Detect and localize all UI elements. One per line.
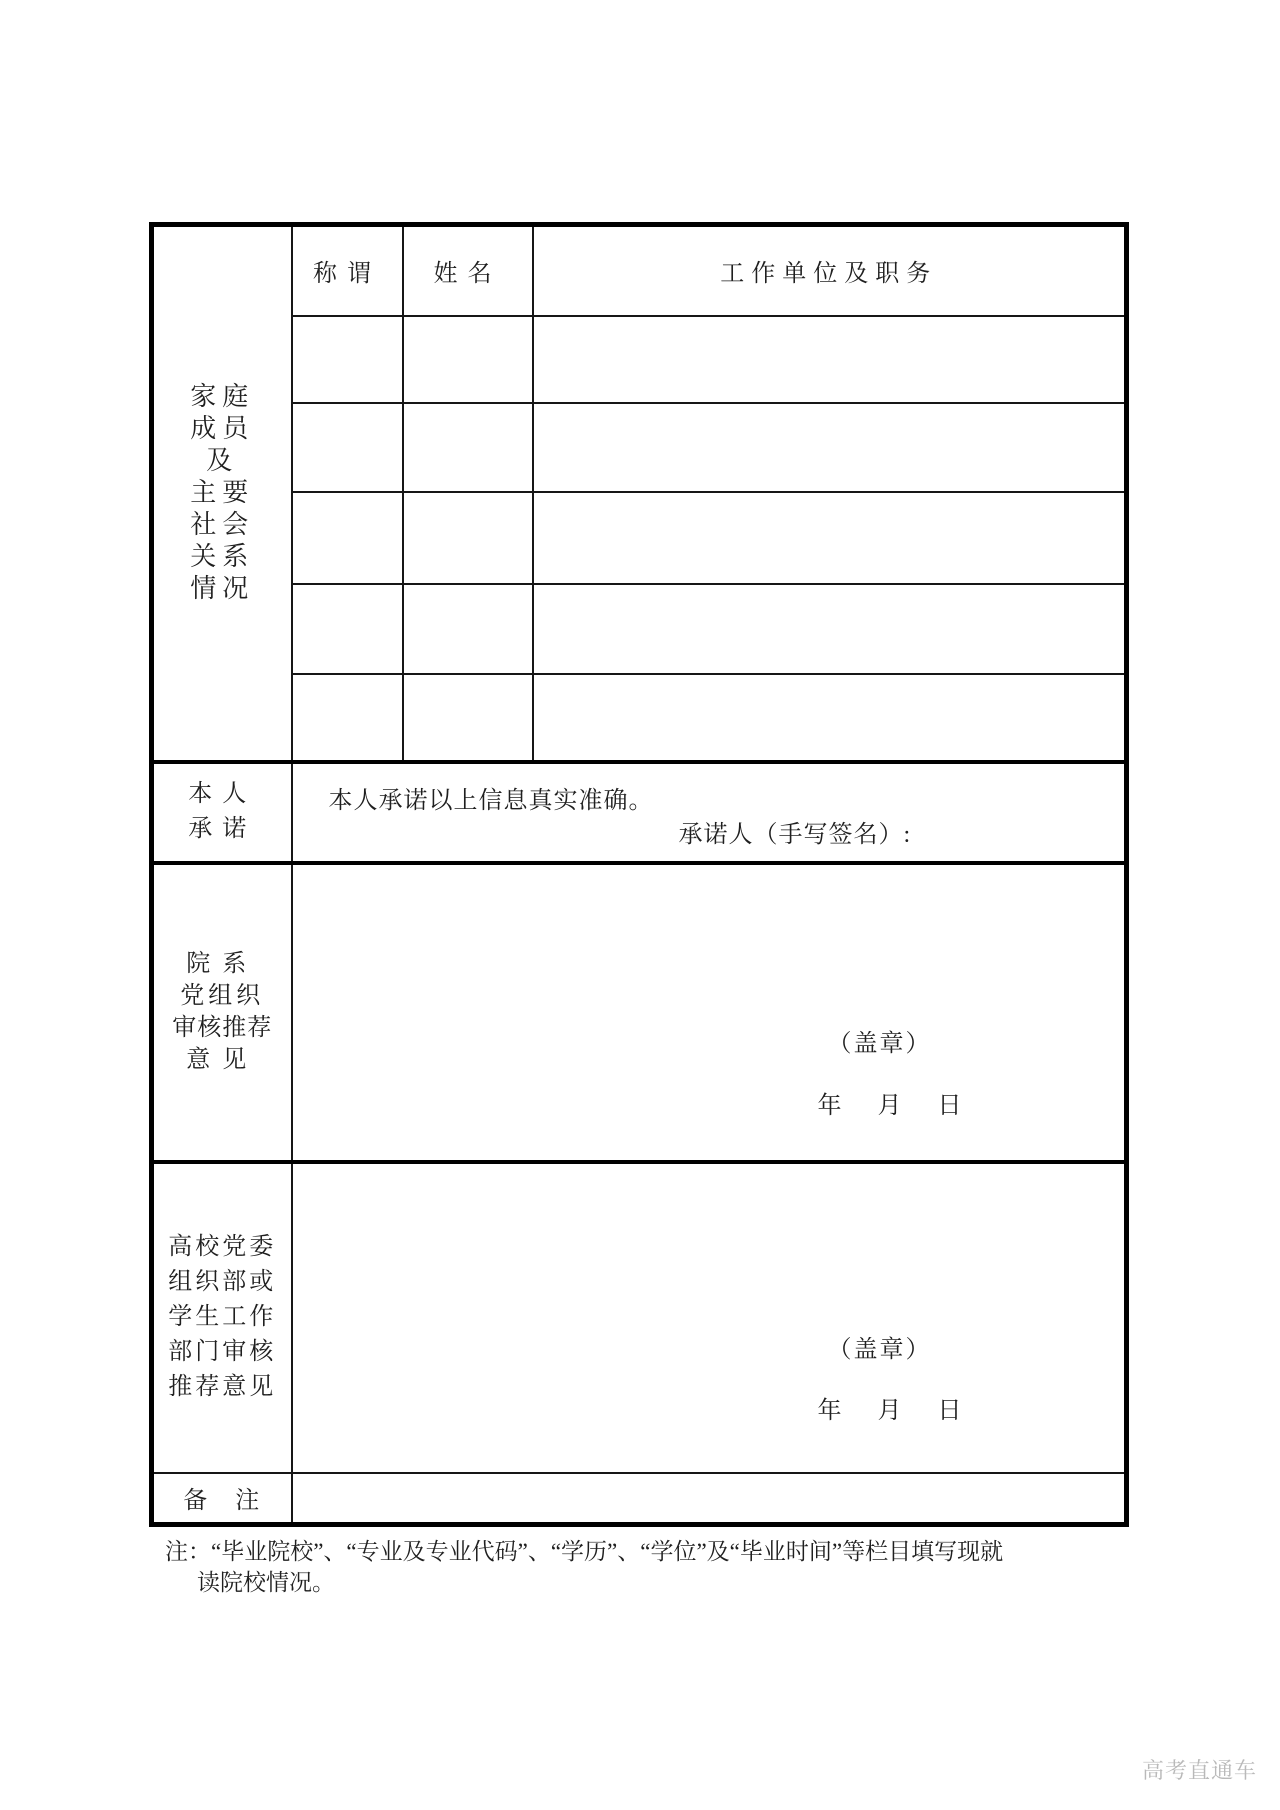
- remarks-label: 备 注: [152, 1473, 292, 1525]
- family-label-line: 家庭: [190, 382, 255, 412]
- date-line: 年 月 日: [817, 1092, 968, 1119]
- family-label-line: 情况: [190, 574, 255, 604]
- univ-opinion-label-line: 组织部或: [168, 1269, 277, 1295]
- family-name-cell: [403, 584, 533, 674]
- univ-opinion-content-cell: [292, 1162, 1127, 1473]
- family-member-row: [152, 492, 1127, 584]
- family-name-cell: [403, 316, 533, 403]
- family-member-row: [152, 403, 1127, 492]
- seal-label: （盖章）: [827, 1336, 932, 1363]
- dept-opinion-label-line: 意见: [186, 1047, 259, 1073]
- family-member-row: [152, 584, 1127, 674]
- commitment-label-line: 本人: [188, 781, 257, 807]
- watermark: 高考直通车: [1142, 1758, 1258, 1783]
- family-title-cell: [292, 316, 403, 403]
- family-title-cell: [292, 492, 403, 584]
- commitment-content-cell: [292, 762, 1127, 863]
- column-header-name: 姓名: [403, 225, 533, 316]
- family-name-cell: [403, 674, 533, 762]
- signature-label: 承诺人（手写签名）:: [678, 821, 912, 848]
- univ-opinion-label-line: 高校党委: [168, 1234, 277, 1260]
- commitment-section-label: [152, 762, 292, 863]
- univ-opinion-label-line: 推荐意见: [168, 1374, 277, 1400]
- univ-opinion-label-line: 学生工作: [168, 1304, 277, 1330]
- family-label-line: 关系: [190, 542, 255, 572]
- dept-opinion-label-line: 审核推荐: [172, 1015, 273, 1041]
- family-title-cell: [292, 584, 403, 674]
- family-name-cell: [403, 403, 533, 492]
- family-member-row: [152, 674, 1127, 762]
- family-label-line: 成员: [190, 414, 255, 444]
- footnote-line-1: 注：“毕业院校”、“专业及专业代码”、“学历”、“学位”及“毕业时间”等栏目填写现就: [165, 1539, 1004, 1564]
- remarks-content-cell: [292, 1473, 1127, 1525]
- column-header-title: 称谓: [292, 225, 403, 316]
- dept-opinion-section-label: [152, 863, 292, 1162]
- commitment-statement: 本人承诺以上信息真实准确。: [328, 787, 654, 814]
- dept-opinion-label-line: 院系: [186, 951, 259, 977]
- univ-opinion-label-line: 部门审核: [168, 1339, 277, 1365]
- family-work-cell: [533, 674, 1127, 762]
- commitment-label-line: 承诺: [188, 816, 257, 842]
- family-section-label: [152, 225, 292, 762]
- family-member-row: [152, 316, 1127, 403]
- univ-opinion-label-text: [168, 1230, 276, 1405]
- family-label-line: 社会: [190, 510, 255, 540]
- family-work-cell: [533, 584, 1127, 674]
- univ-opinion-section-label: [152, 1162, 292, 1473]
- dept-opinion-label-line: 党组织: [180, 983, 265, 1009]
- family-label-line: 主要: [190, 478, 255, 508]
- family-title-cell: [292, 674, 403, 762]
- family-name-cell: [403, 492, 533, 584]
- family-work-cell: [533, 403, 1127, 492]
- family-work-cell: [533, 316, 1127, 403]
- date-line: 年 月 日: [817, 1397, 968, 1424]
- family-work-cell: [533, 492, 1127, 584]
- dept-opinion-label-text: [172, 948, 272, 1076]
- column-header-work-unit: 工作单位及职务: [533, 225, 1127, 316]
- dept-opinion-content-cell: [292, 863, 1127, 1162]
- family-label-line: 及: [206, 446, 239, 476]
- family-section-label-text: [190, 381, 254, 605]
- seal-label: （盖章）: [827, 1030, 932, 1057]
- form-table: [149, 222, 1129, 1527]
- family-title-cell: [292, 403, 403, 492]
- commitment-label-text: [188, 777, 256, 847]
- footnote-line-2: 读院校情况。: [197, 1570, 335, 1595]
- footnote: [165, 1536, 1003, 1598]
